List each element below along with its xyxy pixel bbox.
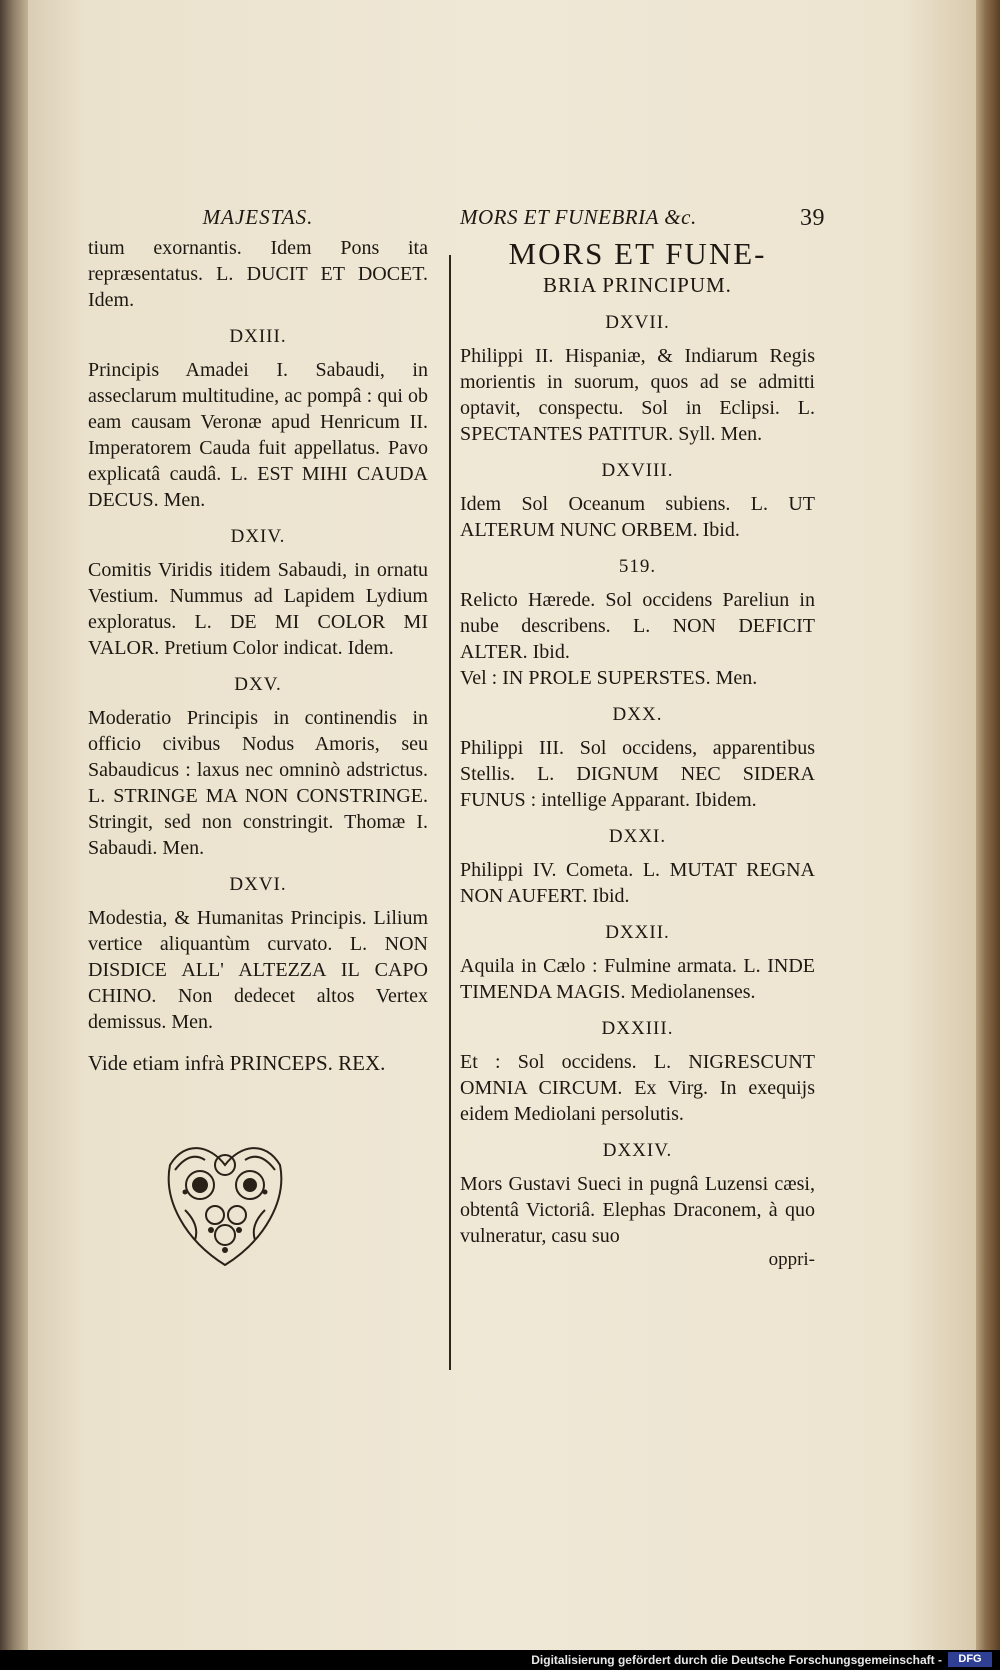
entry-numeral: DXIII.	[229, 326, 287, 347]
entry-text: Philippi II. Hispaniæ, & Indiarum Regis morientis in suorum, quos ad se admitti optavit, conspectu. Sol in Eclipsi. L. SPECTANTES PATITUR. Syll. Men.	[460, 345, 815, 445]
left-column	[88, 205, 428, 1076]
entry-text: Modestia, & Humanitas Principis. Lilium vertice aliquantùm curvato. L. NON DISDICE ALL' ALTEZZA IL CAPO CHINO. Non dedecet altos Vertex demissus. Men.	[88, 907, 428, 1033]
right-entry	[460, 825, 815, 909]
entry-numeral: DXXIV.	[602, 1140, 673, 1161]
entry-text: Moderatio Principis in continendis in officio civibus Nodus Amoris, seu Sabaudicus : laxus nec omninò adstrictus. L. STRINGE MA NON CONSTRINGE. Stringit, sed non constringit. Thomæ I. Sabaudi. Men.	[88, 707, 428, 859]
right-entry	[460, 555, 815, 665]
entry-text: Et : Sol occidens. L. NIGRESCUNT OMNIA CIRCUM. Ex Virg. In exequijs eidem Mediolani persolutis.	[460, 1051, 815, 1125]
entry-numeral: DXVIII.	[601, 460, 674, 481]
entry-numeral: DXXI.	[608, 826, 667, 847]
entry-numeral: DXXII.	[605, 922, 670, 943]
catchword: oppri-	[768, 1249, 815, 1270]
right-entry	[460, 1139, 815, 1249]
right-running-head	[460, 205, 825, 235]
entry-text: Relicto Hærede. Sol occidens Pareliun in nube describens. L. NON DEFICIT ALTER. Ibid.	[460, 589, 815, 663]
entry-text: Aquila in Cælo : Fulmine armata. L. INDE TIMENDA MAGIS. Mediolanenses.	[460, 955, 815, 1003]
entry-numeral: 519.	[618, 556, 657, 577]
section-title: MORS ET FUNE-	[508, 236, 767, 271]
right-entry	[460, 1017, 815, 1127]
entry-text: Philippi III. Sol occidens, apparentibus Stellis. L. DIGNUM NEC SIDERA FUNUS : intellige Apparant. Ibidem.	[460, 737, 815, 811]
entry-numeral: DXVII.	[605, 312, 670, 333]
entry-numeral: DXX.	[612, 704, 663, 725]
entry-text: Philippi IV. Cometa. L. MUTAT REGNA NON AUFERT. Ibid.	[460, 859, 815, 907]
entry-text: Vel : IN PROLE SUPERSTES. Men.	[460, 667, 758, 689]
right-entry	[460, 459, 815, 543]
page-block-edge	[976, 0, 1000, 1650]
page-number: 39	[800, 205, 825, 231]
column-divider	[449, 255, 451, 1370]
right-entry	[460, 311, 815, 447]
entry-numeral: DXIV.	[230, 526, 286, 547]
left-entry	[88, 525, 428, 661]
entry-numeral: DXVI.	[229, 874, 287, 895]
right-entry	[460, 665, 815, 691]
entry-text: Idem Sol Oceanum subiens. L. UT ALTERUM NUNC ORBEM. Ibid.	[460, 493, 815, 541]
left-intro-text: tium exornantis. Idem Pons ita repræsentatus. L. DUCIT ET DOCET. Idem.	[88, 237, 428, 311]
right-column	[460, 205, 825, 1271]
facing-page-edge	[0, 0, 30, 1670]
right-entry	[460, 921, 815, 1005]
digitization-credit: Digitalisierung gefördert durch die Deutsche Forschungsgemeinschaft -	[531, 1653, 942, 1667]
entry-numeral: DXV.	[234, 674, 282, 695]
entry-text: Comitis Viridis itidem Sabaudi, in ornatu Vestium. Nummus ad Lapidem Lydium exploratus. L. DE MI COLOR MI VALOR. Pretium Color indicat. Idem.	[88, 559, 428, 659]
section-subtitle: BRIA PRINCIPUM.	[543, 273, 732, 297]
dfg-logo: DFG	[948, 1652, 992, 1667]
left-entry	[88, 673, 428, 861]
floral-vignette-icon	[155, 1130, 295, 1270]
left-entry	[88, 325, 428, 513]
entry-text: Mors Gustavi Sueci in pugnâ Luzensi cæsi, obtentâ Victoriâ. Elephas Draconem, à quo vulneratur, casu suo	[460, 1173, 815, 1247]
entry-text: Principis Amadei I. Sabaudi, in asseclarum multitudine, ac pompâ : qui ob eam causam Veronæ apud Henricum II. Imperatorem Cauda fuit appellatus. Pavo explicatâ caudâ. L. EST MIHI CAUDA DECUS. Men.	[88, 359, 428, 511]
left-entry	[88, 873, 428, 1035]
left-running-head: MAJESTAS.	[202, 205, 314, 229]
running-head-text: MORS ET FUNEBRIA &c.	[460, 205, 697, 229]
right-entry	[460, 703, 815, 813]
see-also-note: Vide etiam infrà PRINCEPS. REX.	[88, 1051, 386, 1075]
entry-numeral: DXXIII.	[601, 1018, 674, 1039]
